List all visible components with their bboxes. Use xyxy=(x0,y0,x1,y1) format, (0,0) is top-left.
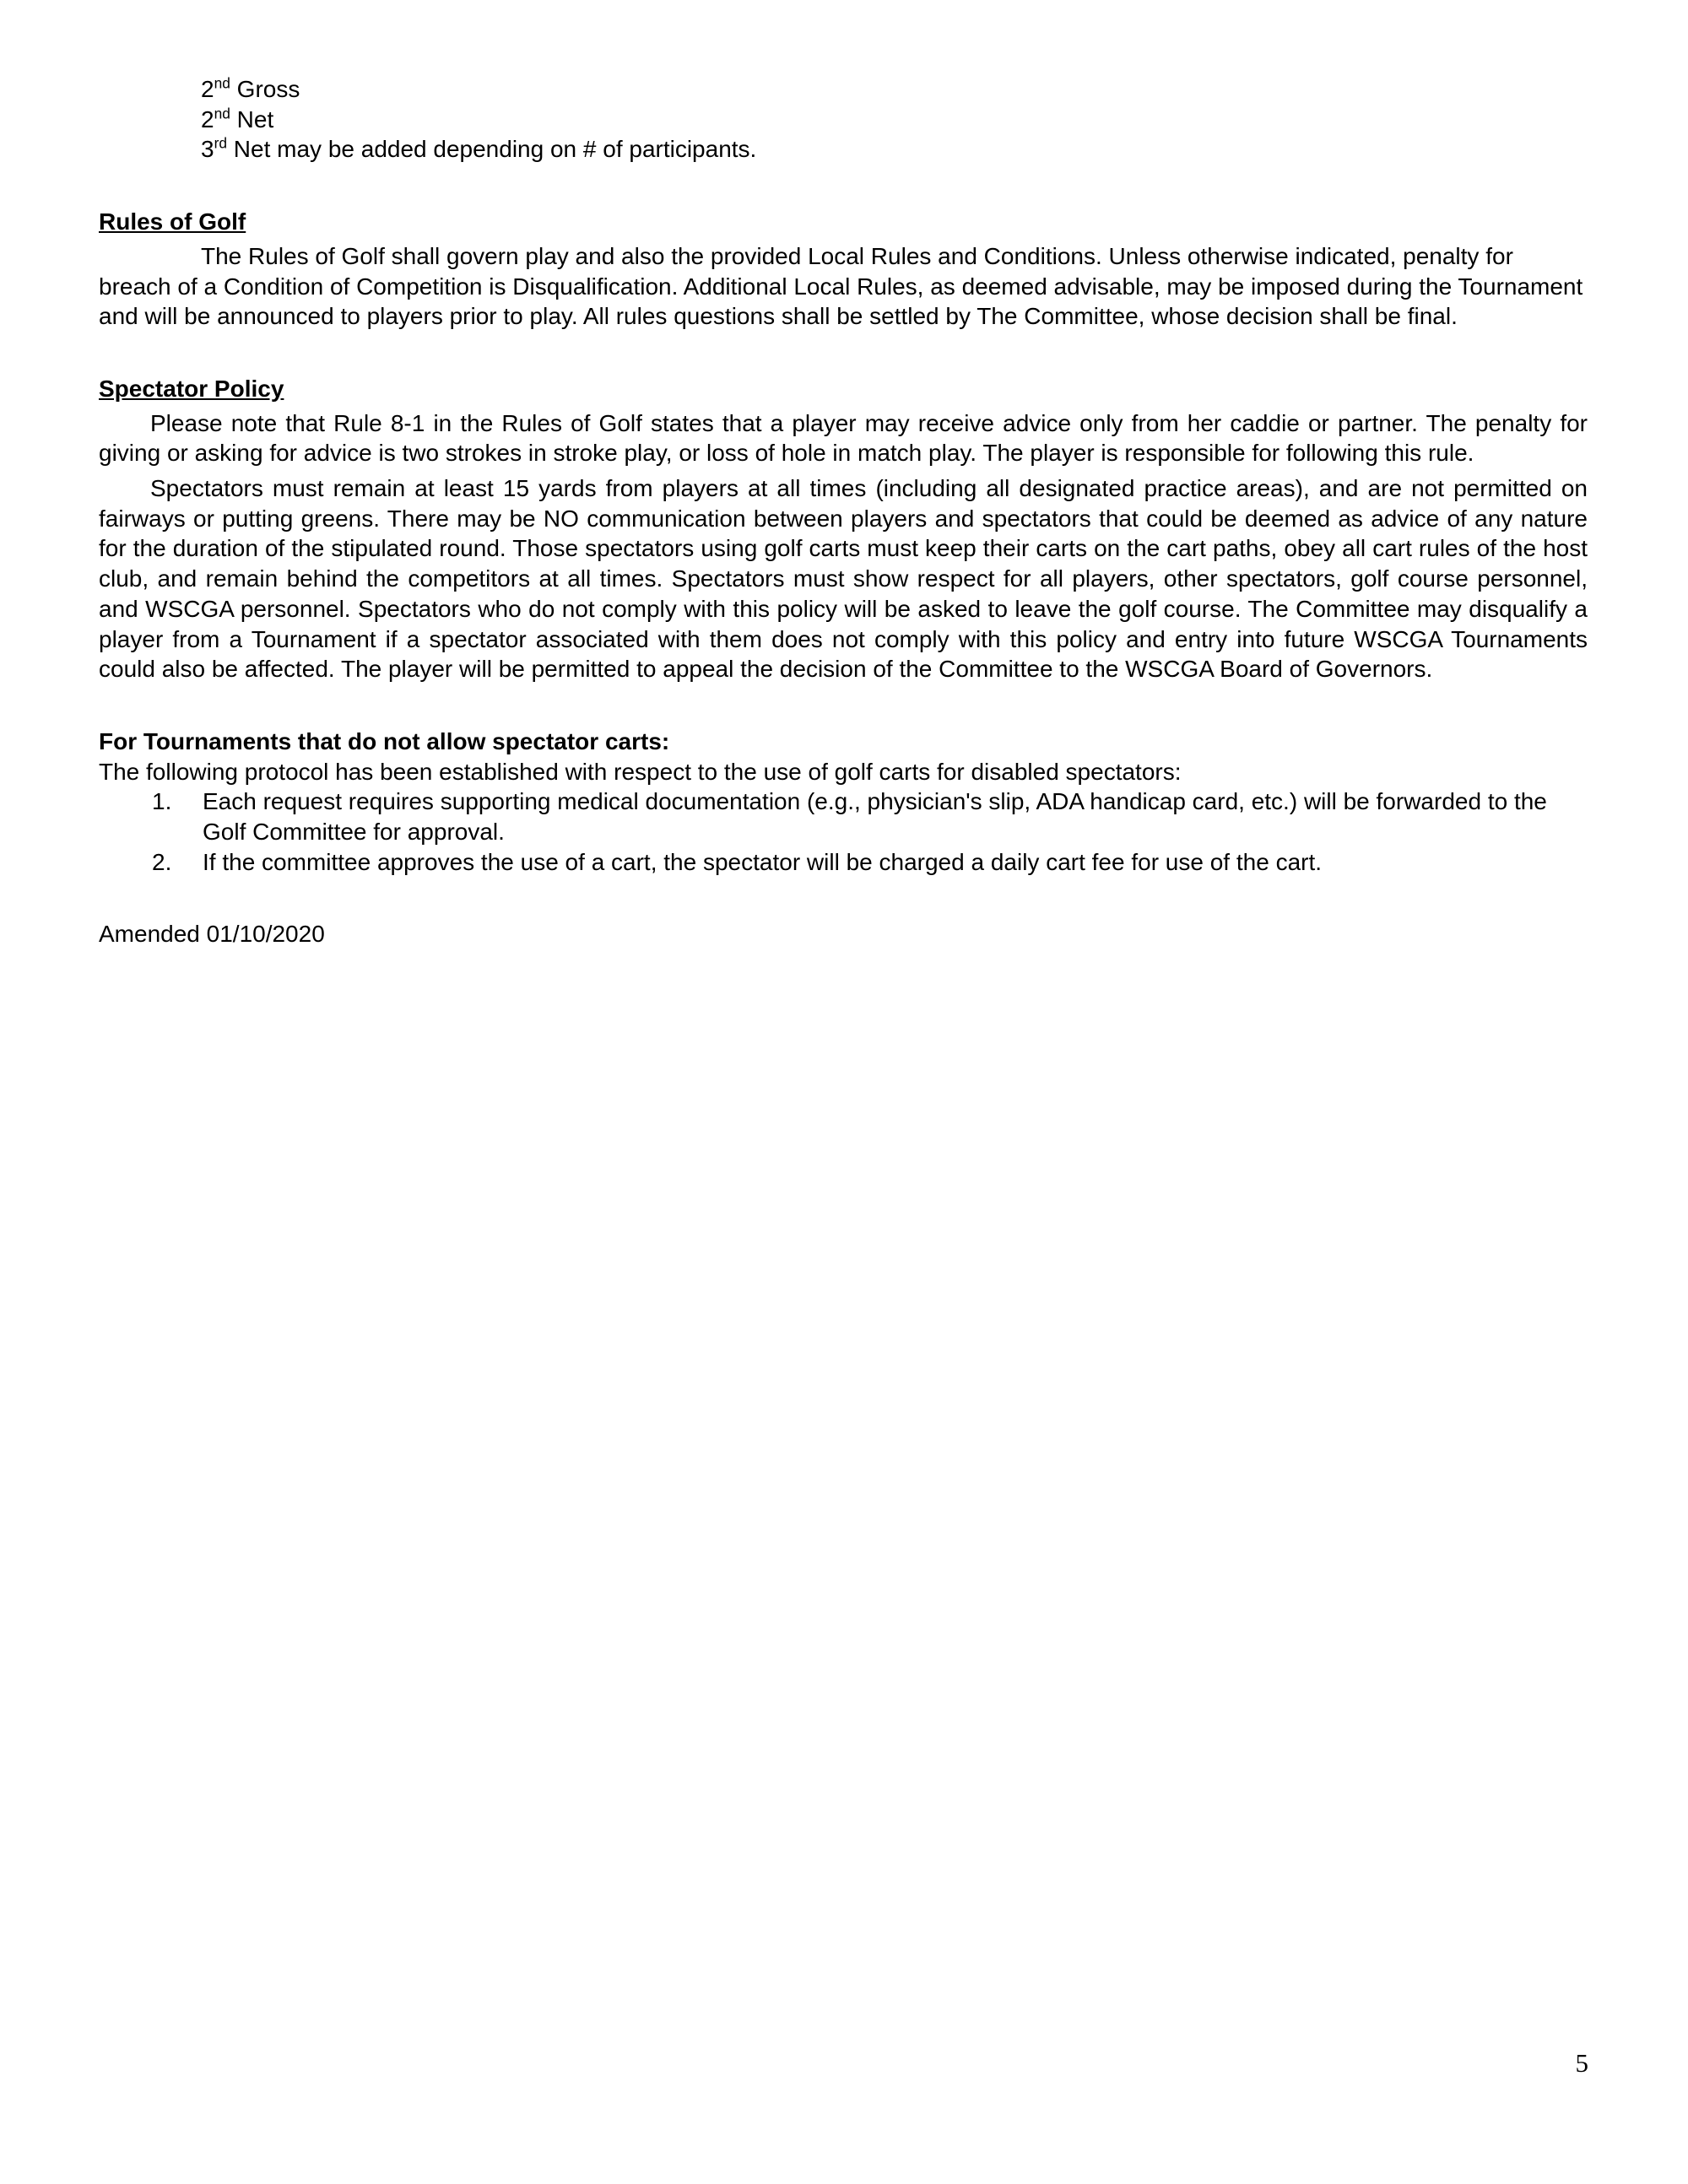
list-item-2-number: 2. xyxy=(152,848,172,875)
page-number: 5 xyxy=(1575,2048,1588,2078)
list-item-1-number: 1. xyxy=(152,788,172,815)
prize-ordinal-suffix: rd xyxy=(214,135,228,153)
rules-of-golf-paragraph: The Rules of Golf shall govern play and also the provided Local Rules and Conditions. Unless otherwise indicated, penalty for breach of a Condition of Competition is Disqualification. Additional Local Rules, as deemed advisable, may be imposed during the Tournament and will be announced to players prior to play. All rules questions shall be settled by The Committee, whose decision shall be final. xyxy=(99,242,1583,330)
list-item-2-text: If the committee approves the use of a cart, the spectator will be charged a daily cart fee for use of the cart. xyxy=(203,848,1323,875)
section-heading-spectator-carts: For Tournaments that do not allow spectator carts: xyxy=(99,727,670,754)
page-content xyxy=(99,74,1588,949)
amended-date-line: Amended 01/10/2020 xyxy=(99,921,325,948)
spectator-carts-protocol-list xyxy=(99,787,1588,877)
list-item-2 xyxy=(99,847,1588,878)
prize-list-item-2nd-gross xyxy=(201,74,1588,105)
prize-label: Net may be added depending on # of participants. xyxy=(227,136,757,163)
spectator-carts-intro: The following protocol has been established with respect to the use of golf carts for disabled spectators: xyxy=(99,758,1182,785)
spectator-policy-paragraph-1: Please note that Rule 8-1 in the Rules of Golf states that a player may receive advice only from her caddie or partner. The penalty for giving or asking for advice is two strokes in stroke play, or loss of hole in match play. The player is responsible for following this rule. xyxy=(99,409,1588,467)
prize-label: Gross xyxy=(230,76,300,102)
prize-list-item-2nd-net xyxy=(201,105,1588,135)
prize-label: Net xyxy=(230,105,274,132)
list-item-1-text: Each request requires supporting medical documentation (e.g., physician's slip, ADA handicap card, etc.) will be forwarded to the Golf Committee for approval. xyxy=(203,788,1547,846)
prize-list-item-3rd-net xyxy=(201,134,1588,165)
prize-ordinal-base: 2 xyxy=(201,76,214,102)
prize-ordinal-base: 3 xyxy=(201,136,214,163)
prize-ordinal-suffix: nd xyxy=(214,105,230,122)
prize-list xyxy=(201,74,1588,165)
spectator-policy-paragraph-2: Spectators must remain at least 15 yards from players at all times (including all designated practice areas), and are not permitted on fairways or putting greens. There may be NO communication between players and spectators that could be deemed as advice of any nature for the duration of the stipulated round. Those spectators using golf carts must keep their carts on the cart paths, obey all cart rules of the host club, and remain behind the competitors at all times. Spectators must show respect for all players, other spectators, golf course personnel, and WSCGA personnel. Spectators who do not comply with this policy will be asked to leave the golf course. The Committee may disqualify a player from a Tournament if a spectator associated with them does not comply with this policy and entry into future WSCGA Tournaments could also be affected. The player will be permitted to appeal the decision of the Committee to the WSCGA Board of Governors. xyxy=(99,475,1588,683)
list-item-1 xyxy=(99,787,1588,846)
section-heading-rules-of-golf: Rules of Golf xyxy=(99,208,246,235)
prize-ordinal-suffix: nd xyxy=(214,74,230,92)
section-heading-spectator-policy: Spectator Policy xyxy=(99,375,284,402)
prize-ordinal-base: 2 xyxy=(201,105,214,132)
